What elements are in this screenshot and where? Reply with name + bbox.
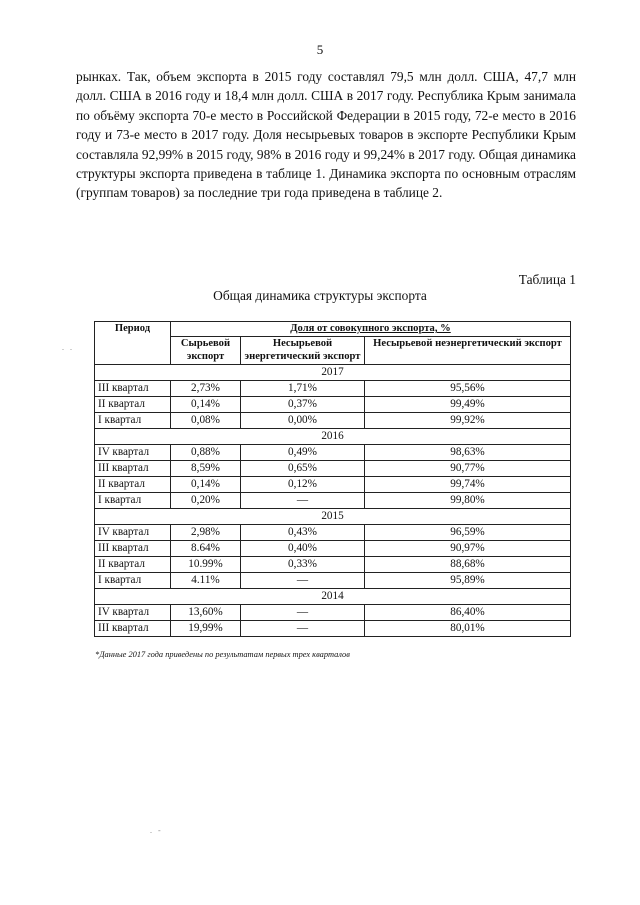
table-row — [95, 524, 571, 540]
scan-artifact: . - — [150, 826, 163, 835]
period-cell: I квартал — [95, 412, 171, 428]
table-row — [95, 492, 571, 508]
nonenergy-export-cell: 95,56% — [365, 380, 571, 396]
raw-export-cell: 0,08% — [171, 412, 241, 428]
table-row — [95, 476, 571, 492]
period-cell: II квартал — [95, 556, 171, 572]
table-row — [95, 556, 571, 572]
table-footnote: *Данные 2017 года приведены по результатам первых трех кварталов — [95, 650, 350, 659]
header-nonraw-energy-export: Несырьевой энергетический экспорт — [241, 336, 365, 364]
period-cell: I квартал — [95, 572, 171, 588]
table-row — [95, 540, 571, 556]
nonenergy-export-cell: 99,74% — [365, 476, 571, 492]
table-title: Общая динамика структуры экспорта — [213, 288, 427, 303]
scan-artifact: . . — [62, 343, 74, 352]
year-row — [95, 588, 571, 604]
table-row — [95, 444, 571, 460]
nonenergy-export-cell: 88,68% — [365, 556, 571, 572]
export-structure-table — [94, 321, 571, 637]
table-row — [95, 380, 571, 396]
raw-export-cell: 2,73% — [171, 380, 241, 396]
raw-export-cell: 8.64% — [171, 540, 241, 556]
period-cell: III квартал — [95, 620, 171, 636]
nonenergy-export-cell: 99,49% — [365, 396, 571, 412]
header-period: Период — [95, 322, 171, 365]
period-cell: IV квартал — [95, 444, 171, 460]
header-nonraw-nonenergy-export: Несырьевой неэнергетический экспорт — [365, 336, 571, 364]
nonenergy-export-cell: 99,80% — [365, 492, 571, 508]
table-row — [95, 396, 571, 412]
period-cell: III квартал — [95, 380, 171, 396]
table-row — [95, 572, 571, 588]
energy-export-cell: — — [241, 620, 365, 636]
raw-export-cell: 0,14% — [171, 476, 241, 492]
raw-export-cell: 0,14% — [171, 396, 241, 412]
period-cell: II квартал — [95, 476, 171, 492]
raw-export-cell: 4.11% — [171, 572, 241, 588]
raw-export-cell: 10.99% — [171, 556, 241, 572]
nonenergy-export-cell: 80,01% — [365, 620, 571, 636]
raw-export-cell: 0,88% — [171, 444, 241, 460]
page-number: 5 — [316, 42, 324, 57]
year-label: 2016 — [95, 428, 571, 444]
raw-export-cell: 8,59% — [171, 460, 241, 476]
nonenergy-export-cell: 96,59% — [365, 524, 571, 540]
nonenergy-export-cell: 90,97% — [365, 540, 571, 556]
energy-export-cell: — — [241, 492, 365, 508]
energy-export-cell: 0,12% — [241, 476, 365, 492]
raw-export-cell: 2,98% — [171, 524, 241, 540]
year-row — [95, 428, 571, 444]
table-row — [95, 620, 571, 636]
nonenergy-export-cell: 99,92% — [365, 412, 571, 428]
energy-export-cell: 0,65% — [241, 460, 365, 476]
period-cell: III квартал — [95, 540, 171, 556]
raw-export-cell: 19,99% — [171, 620, 241, 636]
year-label: 2014 — [95, 588, 571, 604]
energy-export-cell: 0,49% — [241, 444, 365, 460]
table-row — [95, 460, 571, 476]
year-row — [95, 508, 571, 524]
period-cell: III квартал — [95, 460, 171, 476]
header-share-group: Доля от совокупного экспорта, % — [171, 322, 571, 337]
energy-export-cell: 0,43% — [241, 524, 365, 540]
body-paragraph: рынках. Так, объем экспорта в 2015 году составлял 79,5 млн долл. США, 47,7 млн долл. США в 2016 году и 18,4 млн долл. США в 2017 году. Республика Крым занимала по объёму экспорта 70-е место в Российской Федерации в 2015 году, 72-е место в 2016 году и 73-е место в 2017 году. Доля несырьевых товаров в экспорте Республики Крым составляла 92,99% в 2015 году, 98% в 2016 году и 99,24% в 2017 году. Общая динамика структуры экспорта приведена в таблице 1. Динамика экспорта по основным отраслям (группам товаров) за последние три года приведена в таблице 2. — [76, 69, 576, 201]
energy-export-cell: — — [241, 604, 365, 620]
year-row — [95, 364, 571, 380]
energy-export-cell: 0,37% — [241, 396, 365, 412]
header-raw-export: Сырьевой экспорт — [171, 336, 241, 364]
energy-export-cell: — — [241, 572, 365, 588]
raw-export-cell: 13,60% — [171, 604, 241, 620]
table-row — [95, 412, 571, 428]
energy-export-cell: 0,33% — [241, 556, 365, 572]
period-cell: II квартал — [95, 396, 171, 412]
nonenergy-export-cell: 90,77% — [365, 460, 571, 476]
table-row — [95, 604, 571, 620]
nonenergy-export-cell: 95,89% — [365, 572, 571, 588]
period-cell: IV квартал — [95, 524, 171, 540]
nonenergy-export-cell: 98,63% — [365, 444, 571, 460]
table-label: Таблица 1 — [518, 272, 576, 287]
energy-export-cell: 1,71% — [241, 380, 365, 396]
year-label: 2017 — [95, 364, 571, 380]
energy-export-cell: 0,40% — [241, 540, 365, 556]
period-cell: I квартал — [95, 492, 171, 508]
year-label: 2015 — [95, 508, 571, 524]
raw-export-cell: 0,20% — [171, 492, 241, 508]
nonenergy-export-cell: 86,40% — [365, 604, 571, 620]
period-cell: IV квартал — [95, 604, 171, 620]
energy-export-cell: 0,00% — [241, 412, 365, 428]
table-body — [95, 364, 571, 636]
